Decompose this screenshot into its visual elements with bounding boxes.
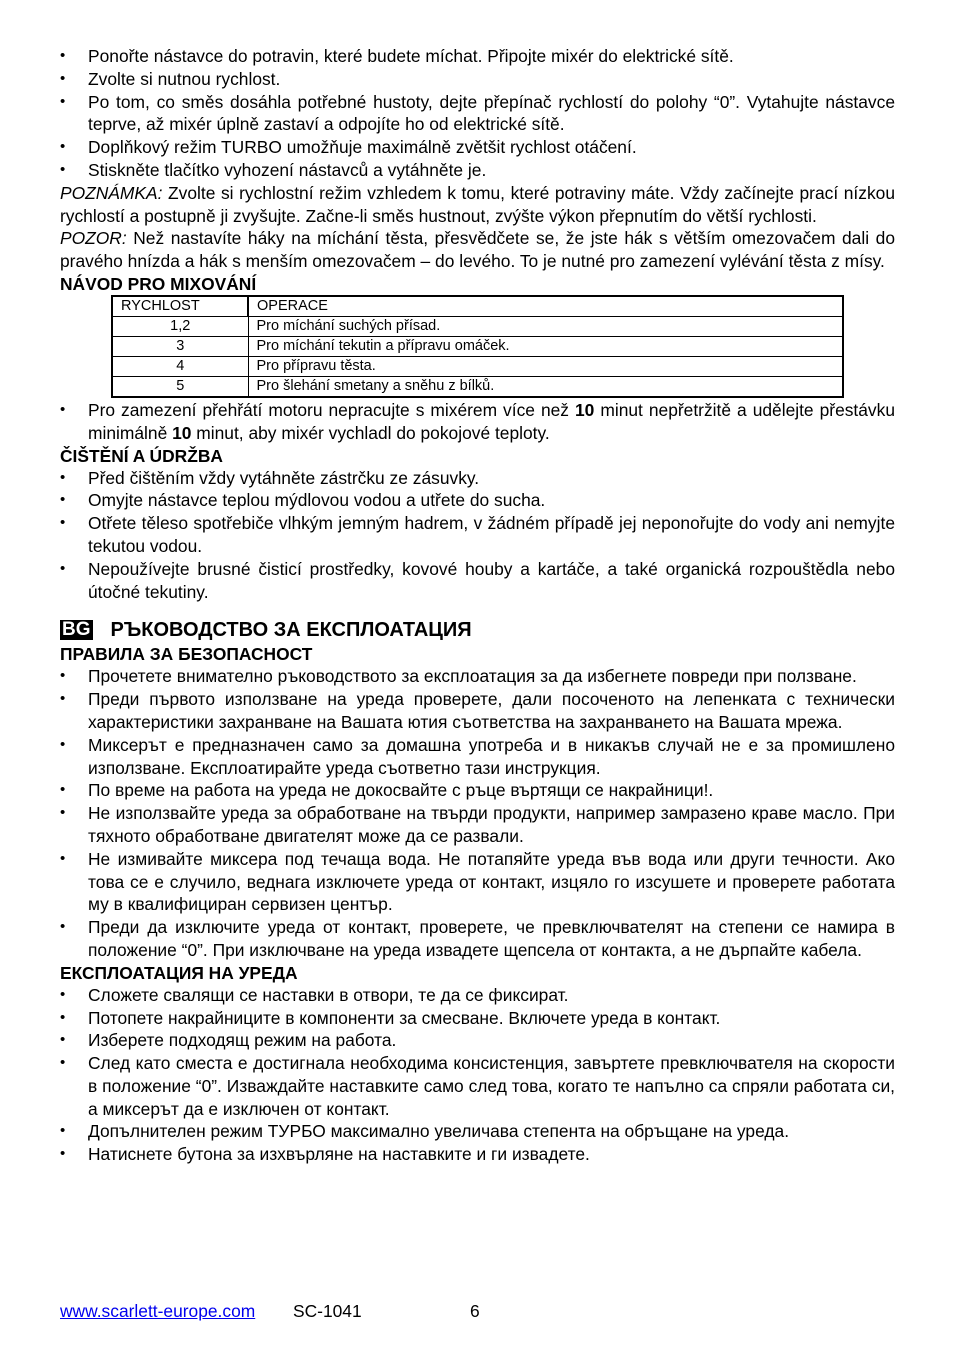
- table-row: [112, 336, 843, 356]
- motor-text: minut nepřetržitě a udělejte přestávku minimálně: [88, 399, 895, 443]
- note-paragraph: [60, 182, 895, 228]
- list-item: • Doplňkový režim TURBO umožňuje maximálně zvětšit rychlost otáčení.: [60, 136, 895, 159]
- list-item: • След като сместа е достигнала необходима консистенция, завъртете превключвателя на скорости в положение “0”. Изваждайте наставките само след това, когато те напълно са спряли работата си, а миксерът да е изключен от контакт.: [60, 1052, 895, 1120]
- list-item: • Потопете накрайниците в компоненти за смесване. Включете уреда в контакт.: [60, 1007, 895, 1030]
- website-link[interactable]: www.scarlett-europe.com: [60, 1301, 256, 1321]
- table-cell-operation: Pro přípravu těsta.: [248, 356, 843, 376]
- table-row: [112, 316, 843, 336]
- speed-table: [111, 295, 844, 398]
- table-header-row: [112, 296, 843, 317]
- list-item: • Omyjte nástavce teplou mýdlovou vodou a utřete do sucha.: [60, 489, 895, 512]
- note-label: POZNÁMKA:: [60, 182, 163, 203]
- list-item: • Не измивайте миксера под течаща вода. Не потапяйте уреда във вода или други течности. Ако това се е случило, веднага изключете уреда от контакт, изцяло го изсушете и проверете работата му в квалифициран сервизен център.: [60, 848, 895, 916]
- table-cell-operation: Pro míchání suchých přísad.: [248, 316, 843, 336]
- list-item: • Сложете свалящи се наставки в отвори, те да се фиксират.: [60, 984, 895, 1007]
- warning-text: Než nastavíte háky na míchání těsta, přesvědčete se, že jste hák s větším omezovačem dali do pravého hnízda a hák s menším omezovačem – do levého. To je nutné pro zamezení vylévání těsta z mísy.: [60, 228, 895, 272]
- list-item: • Nepoužívejte brusné čisticí prostředky, kovové houby a kartáče, a také organická rozpouštědla nebo útočné tekutiny.: [60, 558, 895, 604]
- bg-section-header: [60, 617, 895, 643]
- language-badge: BG: [62, 619, 91, 641]
- list-item: • Ponořte nástavce do potravin, které budete míchat. Připojte mixér do elektrické sítě.: [60, 45, 895, 68]
- motor-minutes: 10: [575, 399, 595, 420]
- table-row: [112, 376, 843, 397]
- list-item: • Изберете подходящ режим на работа.: [60, 1029, 895, 1052]
- warning-label: POZOR:: [60, 228, 127, 249]
- motor-text: Pro zamezení přehřátí motoru nepracujte s mixérem více než: [88, 399, 575, 420]
- list-item: • Zvolte si nutnou rychlost.: [60, 68, 895, 91]
- page-footer: [60, 1300, 480, 1323]
- motor-minutes: 10: [172, 422, 192, 443]
- operation-list: [60, 984, 895, 1166]
- operation-heading: ЕКСПЛОАТАЦИЯ НА УРЕДА: [60, 962, 298, 983]
- safety-list: [60, 665, 895, 961]
- note-text: Zvolte si rychlostní režim vzhledem k tomu, které potraviny máte. Vždy začínejte prací nízkou rychlostí a postupně ji zvyšujte. Začne-li směs hustnout, zvýšte výkon přepnutím do větší rychlosti.: [60, 182, 895, 226]
- table-row: [112, 356, 843, 376]
- table-header-speed: RYCHLOST: [112, 296, 248, 317]
- list-item: • Миксерът е предназначен само за домашна употреба и в никакъв случай не е за промишлено използване. Експлоатирайте уреда съответно тази инструкция.: [60, 734, 895, 780]
- cleaning-heading: ČIŠTĚNÍ A ÚDRŽBA: [60, 445, 223, 466]
- list-item: • Преди първото използване на уреда проверете, дали посоченото на лепенката с технически характеристики захранване на Вашата ютия съответства на захранването на Вашата мрежа.: [60, 688, 895, 734]
- table-header-operation: OPERACE: [248, 296, 843, 317]
- warning-paragraph: [60, 227, 895, 273]
- list-item: • Допълнителен режим ТУРБО максимално увеличава степента на обръщане на уреда.: [60, 1120, 895, 1143]
- list-item: • Преди да изключите уреда от контакт, проверете, че превключвателят на степени се намира в положение “0”. При изключване на уреда извадете щепсела от контакта, а не дърпайте кабела.: [60, 916, 895, 962]
- list-item: • Otřete těleso spotřebiče vlhkým jemným hadrem, v žádném případě jej neponořujte do vody ani nemyjte tekutou vodou.: [60, 512, 895, 558]
- page-number: 6: [470, 1301, 480, 1321]
- table-cell-speed: 4: [112, 356, 248, 376]
- table-cell-speed: 1,2: [112, 316, 248, 336]
- list-item: • По време на работа на уреда не докосвайте с ръце въртящи се накрайници!.: [60, 779, 895, 802]
- motor-text: minut, aby mixér vychladl do pokojové teploty.: [191, 422, 550, 443]
- motor-list: [60, 399, 895, 445]
- list-item: • Натиснете бутона за изхвърляне на наставките и ги извадете.: [60, 1143, 895, 1166]
- list-item: • Před čištěním vždy vytáhněte zástrčku ze zásuvky.: [60, 467, 895, 490]
- list-item: • Po tom, co směs dosáhla potřebné hustoty, dejte přepínač rychlostí do polohy “0”. Vytahujte nástavce teprve, až mixér úplně zastaví a odpojíte ho od elektrické sítě.: [60, 91, 895, 137]
- cz-usage-list: [60, 45, 895, 182]
- page-content: [60, 45, 895, 1166]
- bg-title: РЪКОВОДСТВО ЗА ЕКСПЛОАТАЦИЯ: [110, 618, 472, 641]
- table-cell-operation: Pro míchání tekutin a přípravu omáček.: [248, 336, 843, 356]
- list-item: • Stiskněte tlačítko vyhození nástavců a vytáhněte je.: [60, 159, 895, 182]
- list-item: [60, 399, 895, 445]
- safety-heading: ПРАВИЛА ЗА БЕЗОПАСНОСТ: [60, 644, 313, 665]
- list-item: • Прочетете внимателно ръководството за експлоатация за да избегнете повреди при ползване.: [60, 665, 895, 688]
- table-cell-speed: 3: [112, 336, 248, 356]
- table-cell-speed: 5: [112, 376, 248, 397]
- table-cell-operation: Pro šlehání smetany a sněhu z bílků.: [248, 376, 843, 397]
- cleaning-list: [60, 467, 895, 604]
- model-number: SC-1041: [293, 1301, 362, 1321]
- mix-heading: NÁVOD PRO MIXOVÁNÍ: [60, 273, 257, 294]
- list-item: • Не използвайте уреда за обработване на твърди продукти, например замразено краве масло. При тяхното обработване двигателят може да се развали.: [60, 802, 895, 848]
